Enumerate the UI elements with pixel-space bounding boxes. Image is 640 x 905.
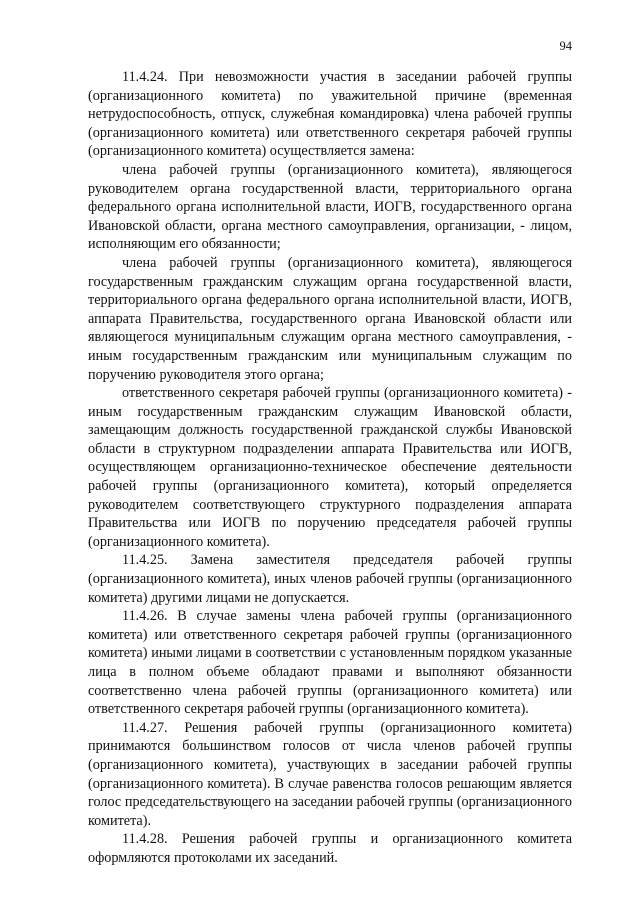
paragraph-replacement-civil-servant: члена рабочей группы (организационного комитета), являющегося государственным гражданским служащим органа государственной власти, территориального органа федерального органа исполнительной власти, ИОГВ, аппарата Правительства, государственного органа Ивановской области или являющегося муниципальным служащим органа местного самоуправления, - иным государственным гражданским или муниципальным служащим по поручению руководителя этого органа; (88, 254, 572, 383)
paragraph-replacement-head: члена рабочей группы (организационного комитета), являющегося руководителем органа государственной власти, территориального органа федерального органа исполнительной власти, ИОГВ, государственного органа Ивановской области, органа местного самоуправления, организации, - лицом, исполняющим его обязанности; (88, 161, 572, 253)
paragraph-11-4-28: 11.4.28. Решения рабочей группы и организационного комитета оформляются протоколами их заседаний. (88, 831, 572, 866)
document-body (88, 68, 572, 868)
paragraph-11-4-26: 11.4.26. В случае замены члена рабочей группы (организационного комитета) или ответственного секретаря рабочей группы (организационного комитета) иными лицами в соответствии с установленным порядком указанные лица в полном объеме обладают правами и выполняют обязанности соответственно члена рабочей группы (организационного комитета) или ответственного секретаря рабочей группы (организационного комитета). (88, 608, 572, 718)
paragraph-11-4-25: 11.4.25. Замена заместителя председателя рабочей группы (организационного комитета), иных членов рабочей группы (организационного комитета) другими лицами не допускается. (88, 552, 572, 606)
paragraph-11-4-27: 11.4.27. Решения рабочей группы (организационного комитета) принимаются большинством голосов от числа членов рабочей группы (организационного комитета), участвующих в заседании рабочей группы (организационного комитета). В случае равенства голосов решающим является голос председательствующего на заседании рабочей группы (организационного комитета). (88, 719, 572, 829)
paragraph-replacement-secretary: ответственного секретаря рабочей группы (организационного комитета) - иным государственным гражданским служащим Ивановской области, замещающим должность государственной гражданской службы Ивановской области в структурном подразделении аппарата Правительства или ИОГВ, осуществляющем организационно-техническое обеспечение деятельности рабочей группы (организационного комитета), который определяется руководителем соответствующего структурного подразделения аппарата Правительства или ИОГВ по поручению председателя рабочей группы (организационного комитета). (88, 385, 572, 550)
paragraph-11-4-24: 11.4.24. При невозможности участия в заседании рабочей группы (организационного комитета) по уважительной причине (временная нетрудоспособность, отпуск, служебная командировка) члена рабочей группы (организационного комитета) или ответственного секретаря рабочей группы (организационного комитета) осуществляется замена: (88, 69, 572, 160)
page-number: 94 (559, 39, 572, 53)
